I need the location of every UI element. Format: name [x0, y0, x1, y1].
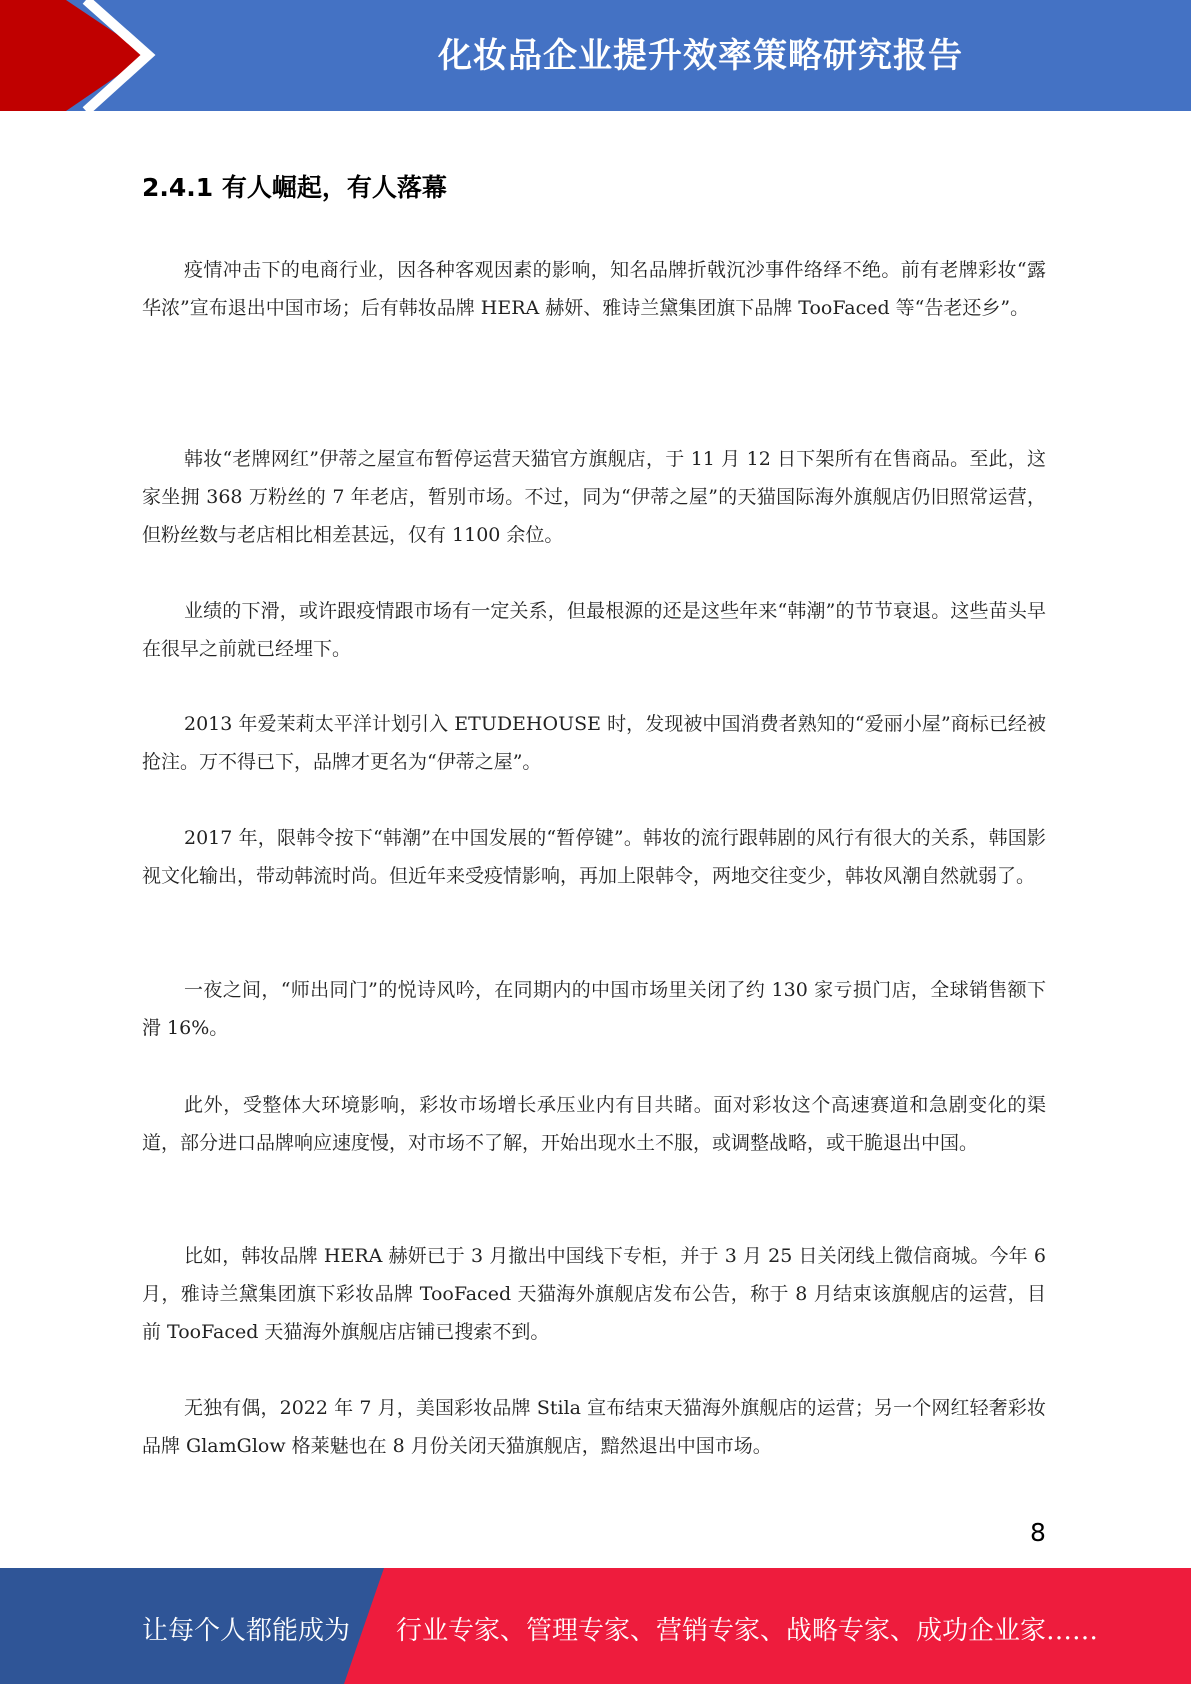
- paragraph-8: 比如，韩妆品牌 HERA 赫妍已于 3 月撤出中国线下专柜，并于 3 月 25 日关闭线上微信商城。今年 6 月，雅诗兰黛集团旗下彩妆品牌 TooFaced 天猫海外旗舰店发布公告，称于 8 月结束该旗舰店的运营，目前 TooFaced 天猫海外旗舰店店铺已搜索不到。: [142, 1245, 1046, 1343]
- paragraph-7: 此外，受整体大环境影响，彩妆市场增长承压业内有目共睹。面对彩妆这个高速赛道和急剧变化的渠道，部分进口品牌响应速度慢，对市场不了解，开始出现水土不服，或调整战略，或干脆退出中国。: [142, 1094, 1046, 1154]
- footer-slogan-right: 行业专家、管理专家、营销专家、战略专家、成功企业家……: [396, 1616, 1099, 1646]
- page-footer: [0, 1568, 1191, 1684]
- paragraph-1: 疫情冲击下的电商行业，因各种客观因素的影响，知名品牌折戟沉沙事件络绎不绝。前有老牌彩妆“露华浓”宣布退出中国市场；后有韩妆品牌 HERA 赫妍、雅诗兰黛集团旗下品牌 TooFaced 等“告老还乡”。: [142, 259, 1046, 319]
- page-header: [0, 0, 1191, 111]
- section-heading: 2.4.1 有人崛起，有人落幕: [142, 173, 447, 202]
- paragraph-4: 2013 年爱茉莉太平洋计划引入 ETUDEHOUSE 时，发现被中国消费者熟知的“爱丽小屋”商标已经被抢注。万不得已下，品牌才更名为“伊蒂之屋”。: [142, 713, 1046, 773]
- report-title: 化妆品企业提升效率策略研究报告: [438, 36, 963, 76]
- paragraph-6: 一夜之间，“师出同门”的悦诗风吟，在同期内的中国市场里关闭了约 130 家亏损门店，全球销售额下滑 16%。: [142, 979, 1046, 1039]
- paragraph-2: 韩妆“老牌网红”伊蒂之屋宣布暂停运营天猫官方旗舰店，于 11 月 12 日下架所有在售商品。至此，这家坐拥 368 万粉丝的 7 年老店，暂别市场。不过，同为“伊蒂之屋”的天猫国际海外旗舰店仍旧照常运营，但粉丝数与老店相比相差甚远，仅有 1100 余位。: [142, 448, 1046, 546]
- footer-slogan-left: 让每个人都能成为: [142, 1616, 351, 1646]
- page-number: 8: [1030, 1518, 1046, 1547]
- paragraph-3: 业绩的下滑，或许跟疫情跟市场有一定关系，但最根源的还是这些年来“韩潮”的节节衰退。这些苗头早在很早之前就已经埋下。: [142, 600, 1046, 660]
- paragraph-9: 无独有偶，2022 年 7 月，美国彩妆品牌 Stila 宣布结束天猫海外旗舰店的运营；另一个网红轻奢彩妆品牌 GlamGlow 格莱魅也在 8 月份关闭天猫旗舰店，黯然退出中国市场。: [142, 1397, 1046, 1457]
- paragraph-5: 2017 年，限韩令按下“韩潮”在中国发展的“暂停键”。韩妆的流行跟韩剧的风行有很大的关系，韩国影视文化输出，带动韩流时尚。但近年来受疫情影响，再加上限韩令，两地交往变少，韩妆风潮自然就弱了。: [142, 827, 1046, 887]
